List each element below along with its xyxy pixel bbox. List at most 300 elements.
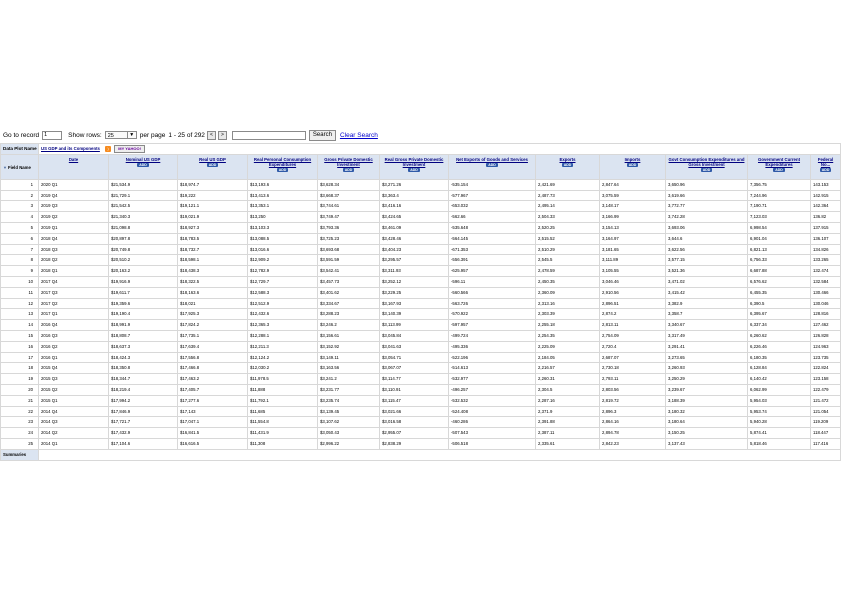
field-name-header [1,154,39,179]
row-number: 7 [1,244,39,255]
table-cell: 2,720.4 [600,341,666,352]
table-cell: $17,556.8 [178,352,248,363]
table-cell: 2,255.18 [536,320,600,331]
table-cell: 2,495.14 [536,201,600,212]
table-cell: 2,687.07 [600,352,666,363]
table-cell: -495.336 [449,341,536,352]
table-cell: $16,616.5 [178,438,248,449]
table-cell: $3,054.71 [380,352,449,363]
table-cell: 3,577.15 [666,255,748,266]
rows-per-page-select[interactable] [105,131,137,139]
table-row[interactable] [1,255,841,266]
table-cell: 3,650.96 [666,179,748,190]
table-cell: 2,803.56 [600,384,666,395]
table-cell: 2019 Q3 [39,201,109,212]
sort-arrow-icon: ▼ [3,165,7,171]
column-sort-link[interactable]: Government Current Expenditures [757,156,801,167]
table-cell: 2019 Q1 [39,222,109,233]
row-number: 14 [1,320,39,331]
table-cell: $3,744.61 [318,201,380,212]
chevron-down-icon: ▼ [127,132,136,138]
series-name-link[interactable]: US GDP and its Components [41,146,100,151]
table-cell: $3,016.58 [380,417,449,428]
table-cell: 6,901.04 [748,233,811,244]
table-row[interactable] [1,276,841,287]
table-cell: 3,148.17 [600,201,666,212]
table-cell: $18,322.5 [178,276,248,287]
table-cell: $3,110.91 [380,384,449,395]
table-row[interactable] [1,417,841,428]
table-cell: 117.416 [811,438,841,449]
column-sort-link[interactable]: Real US GDP [199,156,226,162]
table-cell: 3,619.66 [666,190,748,201]
column-sort-link[interactable]: Nominal US GDP [125,156,161,162]
table-cell: 2,730.18 [600,363,666,374]
table-cell: $3,363.4 [380,190,449,201]
table-row[interactable] [1,363,841,374]
table-cell: 7,190.71 [748,201,811,212]
table-cell: $2,996.22 [318,438,380,449]
per-page-label: per page [139,131,166,139]
column-header-row [1,154,841,179]
add-column-button[interactable]: ADD [488,162,496,167]
table-cell: 2,896.3 [600,406,666,417]
column-header [666,154,748,179]
column-sort-link[interactable]: Real Gross Private Domestic Investment [384,156,444,167]
table-cell: 2,260.31 [536,374,600,385]
table-row[interactable] [1,309,841,320]
table-cell: 136.82 [811,212,841,223]
table-cell: $11,792.1 [248,395,318,406]
table-cell: 121.472 [811,395,841,406]
search-button[interactable]: Search [309,130,336,141]
table-cell: 2017 Q3 [39,287,109,298]
table-cell: $11,554.8 [248,417,318,428]
goto-record-label: Go to record [3,131,40,139]
table-cell: 2,360.09 [536,287,600,298]
table-cell: 2017 Q2 [39,298,109,309]
add-column-button[interactable]: ADD [344,167,353,172]
table-cell: $13,413.6 [248,190,318,201]
table-cell: 142.915 [811,190,841,201]
add-column-button[interactable]: ADD [139,162,147,167]
table-cell: 134.826 [811,244,841,255]
table-cell: 3,622.56 [666,244,748,255]
table-cell: $12,211.3 [248,341,318,352]
table-cell: 3,180.64 [666,417,748,428]
table-cell: 3,111.89 [600,255,666,266]
table-row[interactable] [1,266,841,277]
data-grid [0,143,841,461]
table-cell: $2,838.29 [380,438,449,449]
table-cell: $11,888 [248,384,318,395]
table-cell: 3,105.55 [600,266,666,277]
add-to-my-yahoo-button[interactable]: MY YAHOO! [114,145,145,153]
table-cell: 2,371.9 [536,406,600,417]
search-input[interactable] [232,131,306,140]
row-number: 11 [1,287,39,298]
table-row[interactable] [1,438,841,449]
table-cell: -625.957 [449,266,536,277]
table-cell: 2,842.23 [600,438,666,449]
column-header [109,154,178,179]
table-cell: $11,431.9 [248,428,318,439]
table-cell: 2,450.35 [536,276,600,287]
table-cell: $12,432.6 [248,309,318,320]
table-row[interactable] [1,341,841,352]
table-cell: 2,335.61 [536,438,600,449]
table-cell: $19,222 [178,190,248,201]
table-cell: $21,340.3 [109,212,178,223]
table-cell: 130.046 [811,298,841,309]
table-cell: 126.828 [811,330,841,341]
row-number: 17 [1,352,39,363]
table-cell: $18,598.1 [178,255,248,266]
table-cell: $17,277.6 [178,395,248,406]
summaries-row [1,449,841,460]
row-number: 5 [1,222,39,233]
table-cell: 3,358.7 [666,309,748,320]
table-cell: 2,478.59 [536,266,600,277]
table-cell: -496.257 [449,384,536,395]
table-row[interactable] [1,179,841,190]
clear-search-link[interactable]: Clear Search [339,131,378,139]
add-column-button[interactable]: ADD [208,162,217,167]
table-cell: 6,128.84 [748,363,811,374]
table-cell: -499.724 [449,330,536,341]
table-cell: 6,260.62 [748,330,811,341]
summaries-label: Summaries [3,451,27,457]
table-cell: $17,735.1 [178,330,248,341]
table-row[interactable] [1,201,841,212]
table-cell: 2,793.11 [600,374,666,385]
summaries-cell [1,449,39,460]
table-cell: 2,847.64 [600,179,666,190]
table-cell: $3,295.57 [380,255,449,266]
table-cell: $3,401.62 [318,287,380,298]
table-cell: 7,123.03 [748,212,811,223]
table-cell: $3,311.93 [380,266,449,277]
table-row[interactable] [1,384,841,395]
table-cell: 2,896.51 [600,298,666,309]
next-page-button[interactable] [218,131,227,140]
table-cell: 2,287.16 [536,395,600,406]
column-sort-link[interactable]: Govt Consumption Expenditures and Gross Investment [668,156,745,167]
table-cell: 2018 Q3 [39,244,109,255]
table-cell: 2020 Q1 [39,179,109,190]
table-cell: 2018 Q1 [39,266,109,277]
table-cell: 133.265 [811,255,841,266]
table-cell: 3,075.59 [600,190,666,201]
table-cell: $21,098.8 [109,222,178,233]
table-cell: $18,219.4 [109,384,178,395]
column-sort-link[interactable]: Federal No... [817,156,834,167]
table-cell: -514.613 [449,363,536,374]
column-header [248,154,318,179]
table-cell: $3,461.09 [380,222,449,233]
table-cell: 2,216.57 [536,363,600,374]
previous-page-button[interactable] [207,131,216,140]
table-cell: 3,772.77 [666,201,748,212]
table-cell: $3,045.84 [380,330,449,341]
table-cell: 2014 Q1 [39,438,109,449]
column-header [536,154,600,179]
table-cell: $18,163.6 [178,287,248,298]
table-cell: $3,668.37 [318,190,380,201]
add-column-button[interactable]: ADD [702,167,711,172]
table-cell: $17,047.1 [178,417,248,428]
table-cell: 6,998.54 [748,222,811,233]
table-row[interactable] [1,233,841,244]
table-cell: 3,188.39 [666,395,748,406]
table-cell: $12,124.2 [248,352,318,363]
table-cell: $3,149.11 [318,352,380,363]
table-cell: 2016 Q4 [39,320,109,331]
table-cell: $16,841.5 [178,428,248,439]
table-cell: 3,154.13 [600,222,666,233]
table-cell: $20,749.8 [109,244,178,255]
table-cell: $3,156.61 [318,330,380,341]
chevron-right-icon: > [220,131,224,138]
table-cell: 2,819.72 [600,395,666,406]
table-cell: $17,925.3 [178,309,248,320]
row-number: 20 [1,384,39,395]
table-cell: $21,729.1 [109,190,178,201]
series-cell [39,144,841,155]
table-cell: $18,732.7 [178,244,248,255]
table-cell: 2014 Q2 [39,428,109,439]
table-cell: 6,821.13 [748,244,811,255]
field-name-label: Field Name [7,165,31,171]
add-column-button[interactable]: ADD [628,162,637,167]
table-cell: 118.447 [811,428,841,439]
table-cell: $3,041.63 [380,341,449,352]
table-cell: $17,432.9 [109,428,178,439]
table-cell: $3,252.12 [380,276,449,287]
table-row[interactable] [1,395,841,406]
table-cell: 5,940.28 [748,417,811,428]
add-column-button[interactable]: ADD [410,167,418,172]
table-cell: 6,756.33 [748,255,811,266]
summaries-empty [39,449,841,460]
table-row[interactable] [1,428,841,439]
table-cell: 132.474 [811,266,841,277]
table-row[interactable] [1,352,841,363]
table-cell: 2,510.29 [536,244,600,255]
table-cell: $3,152.92 [318,341,380,352]
table-row[interactable] [1,190,841,201]
table-row[interactable] [1,212,841,223]
table-cell: -460.286 [449,417,536,428]
table-cell: $19,359.6 [109,298,178,309]
table-cell: 2015 Q3 [39,374,109,385]
row-number: 1 [1,179,39,190]
table-cell: $20,163.2 [109,266,178,277]
table-cell: 6,687.88 [748,266,811,277]
row-number: 4 [1,212,39,223]
table-cell: 142.364 [811,201,841,212]
table-cell: 6,576.62 [748,276,811,287]
table-cell: 2015 Q1 [39,395,109,406]
table-cell: $19,021.9 [178,212,248,223]
grid-body [1,179,841,449]
table-cell: 7,244.96 [748,190,811,201]
table-cell: 6,390.5 [748,298,811,309]
table-cell: 136.107 [811,233,841,244]
table-cell: 2016 Q2 [39,341,109,352]
table-cell: $3,334.67 [318,298,380,309]
table-cell: 3,742.28 [666,212,748,223]
table-cell: $3,725.23 [318,233,380,244]
table-cell: $21,534.9 [109,179,178,190]
chevron-left-icon: < [209,131,213,138]
rss-feed-icon[interactable]: ) [105,146,111,152]
table-cell: $19,916.9 [109,276,178,287]
column-sort-link[interactable]: Imports [624,156,641,162]
column-sort-link[interactable]: Net Exports of Goods and Services [456,156,528,162]
add-column-button[interactable]: ADD [563,162,572,167]
table-cell: $3,140.39 [380,309,449,320]
table-cell: 124.963 [811,341,841,352]
table-cell: 2,313.16 [536,298,600,309]
table-cell: 127.462 [811,320,841,331]
table-cell: 2014 Q3 [39,417,109,428]
table-cell: -570.922 [449,309,536,320]
table-cell: $13,353.1 [248,201,318,212]
table-cell: $13,016.6 [248,244,318,255]
table-cell: $3,021.66 [380,406,449,417]
table-cell: $18,927.3 [178,222,248,233]
row-number: 21 [1,395,39,406]
table-cell: 2,864.16 [600,417,666,428]
goto-record-input[interactable]: 1 [42,131,62,140]
table-cell: 2,487.73 [536,190,600,201]
column-header [811,154,841,179]
table-cell: $3,139.45 [318,406,380,417]
add-column-button[interactable]: ADD [821,167,830,172]
table-cell: $3,163.56 [318,363,380,374]
table-row[interactable] [1,320,841,331]
table-row[interactable] [1,244,841,255]
row-number: 16 [1,341,39,352]
table-cell: $13,088.5 [248,233,318,244]
table-cell: 2,894.78 [600,428,666,439]
table-cell: $11,308 [248,438,318,449]
table-cell: $3,416.16 [380,201,449,212]
add-column-button[interactable]: ADD [775,167,783,172]
row-number: 22 [1,406,39,417]
table-cell: $3,542.41 [318,266,380,277]
table-cell: 2,303.39 [536,309,600,320]
row-number: 9 [1,266,39,277]
table-cell: -532.977 [449,374,536,385]
column-header [178,154,248,179]
table-cell: $18,424.3 [109,352,178,363]
table-cell: 7,356.75 [748,179,811,190]
table-cell: -556.391 [449,255,536,266]
table-cell: 3,317.49 [666,330,748,341]
table-cell: 130.466 [811,287,841,298]
table-cell: $17,463.2 [178,374,248,385]
table-cell: 3,150.25 [666,428,748,439]
table-cell: $12,729.7 [248,276,318,287]
table-cell: $17,824.2 [178,320,248,331]
column-sort-link[interactable]: Date [68,156,79,162]
table-cell: $3,115.47 [380,395,449,406]
table-cell: -562.66 [449,212,536,223]
table-cell: 3,471.02 [666,276,748,287]
table-cell: 2015 Q2 [39,384,109,395]
table-cell: $3,271.26 [380,179,449,190]
column-sort-link[interactable]: Gross Private Domestic Investment [324,156,373,167]
table-cell: $3,628.34 [318,179,380,190]
table-cell: 2,545.5 [536,255,600,266]
table-cell: 3,260.93 [666,363,748,374]
table-cell: 3,521.36 [666,266,748,277]
table-cell: 3,273.65 [666,352,748,363]
table-cell: $3,246.2 [318,320,380,331]
column-header [39,154,109,179]
table-cell: 3,250.29 [666,374,748,385]
table-cell: 3,046.46 [600,276,666,287]
table-cell: 2015 Q4 [39,363,109,374]
table-cell: -506.518 [449,438,536,449]
table-row[interactable] [1,287,841,298]
show-rows-label: Show rows: [68,131,102,139]
column-sort-link[interactable]: Real Personal Consumption Expenditures [253,156,312,167]
column-sort-link[interactable]: Exports [559,156,576,162]
table-cell: 3,164.97 [600,233,666,244]
table-cell: 2,254.35 [536,330,600,341]
table-cell: $3,231.77 [318,384,380,395]
table-cell: $12,365.3 [248,320,318,331]
table-cell: 6,226.46 [748,341,811,352]
table-cell: 6,337.34 [748,320,811,331]
table-row[interactable] [1,298,841,309]
row-number: 15 [1,330,39,341]
table-cell: 2019 Q2 [39,212,109,223]
table-cell: $3,793.36 [318,222,380,233]
table-row[interactable] [1,406,841,417]
row-number: 18 [1,363,39,374]
table-cell: $2,955.07 [380,428,449,439]
table-row[interactable] [1,330,841,341]
table-cell: $12,288.1 [248,330,318,341]
table-cell: -535.154 [449,179,536,190]
table-row[interactable] [1,374,841,385]
table-cell: 2,304.5 [536,384,600,395]
table-cell: 123.735 [811,352,841,363]
table-row[interactable] [1,222,841,233]
table-cell: 3,291.41 [666,341,748,352]
table-cell: $17,466.8 [178,363,248,374]
table-cell: 2,391.88 [536,417,600,428]
table-cell: $3,404.23 [380,244,449,255]
table-cell: $17,994.2 [109,395,178,406]
table-cell: $19,190.4 [109,309,178,320]
table-cell: 2014 Q4 [39,406,109,417]
table-cell: $3,167.93 [380,298,449,309]
table-cell: 6,180.35 [748,352,811,363]
table-cell: $3,591.59 [318,255,380,266]
table-cell: 2,225.09 [536,341,600,352]
table-cell: 121.054 [811,406,841,417]
table-cell: $3,229.25 [380,287,449,298]
table-cell: 6,062.99 [748,384,811,395]
add-column-button[interactable]: ADD [278,167,287,172]
table-cell: 2016 Q3 [39,330,109,341]
table-cell: $20,897.8 [109,233,178,244]
